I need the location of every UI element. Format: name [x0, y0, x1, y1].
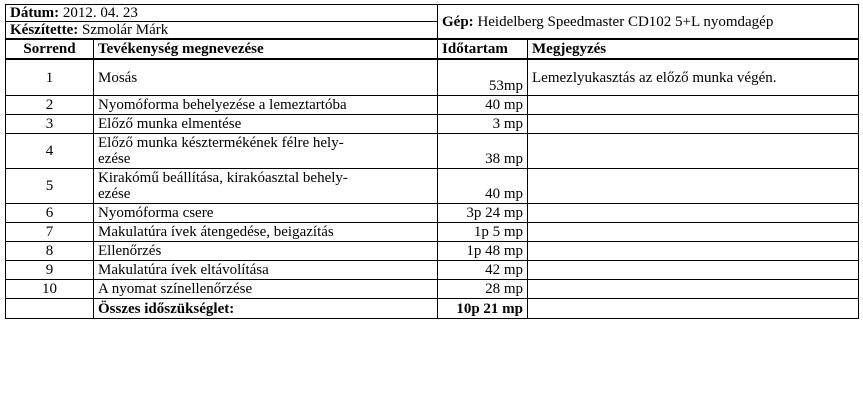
row-note	[528, 261, 859, 280]
row-duration: 53mp	[438, 59, 528, 96]
row-activity: Nyomóforma csere	[94, 204, 438, 223]
row-note	[528, 134, 859, 169]
row-activity-line1: Kirakómű beállítása, kirakóasztal behely-	[98, 170, 348, 186]
row-seq: 6	[6, 204, 94, 223]
total-label: Összes időszükséglet:	[94, 299, 438, 319]
row-activity: Makulatúra ívek átengedése, beigazítás	[94, 223, 438, 242]
row-duration: 1p 5 mp	[438, 223, 528, 242]
row-activity: Előző munka elmentése	[94, 115, 438, 134]
column-header-row	[6, 39, 859, 59]
row-seq: 10	[6, 280, 94, 299]
date-label: Dátum:	[10, 5, 60, 21]
total-note-empty	[528, 299, 859, 319]
table-row	[6, 204, 859, 223]
row-seq: 3	[6, 115, 94, 134]
table-row	[6, 96, 859, 115]
row-duration: 3p 24 mp	[438, 204, 528, 223]
row-seq: 9	[6, 261, 94, 280]
row-seq: 5	[6, 169, 94, 204]
row-seq: 7	[6, 223, 94, 242]
row-activity	[94, 169, 438, 204]
row-duration: 38 mp	[438, 134, 528, 169]
table-row	[6, 59, 859, 96]
total-row	[6, 299, 859, 319]
machine-cell	[438, 5, 859, 40]
row-seq: 4	[6, 134, 94, 169]
column-header-activity: Tevékenység megnevezése	[94, 39, 438, 59]
row-seq: 1	[6, 59, 94, 96]
row-duration: 40 mp	[438, 96, 528, 115]
row-note	[528, 204, 859, 223]
row-seq: 2	[6, 96, 94, 115]
row-duration: 42 mp	[438, 261, 528, 280]
date-cell	[6, 5, 438, 22]
row-activity-line2: ezése	[98, 151, 131, 167]
row-activity: Mosás	[94, 59, 438, 96]
machine-value: Heidelberg Speedmaster CD102 5+L nyomdagép	[477, 13, 774, 30]
header-row-date	[6, 5, 859, 22]
table-row	[6, 242, 859, 261]
row-note	[528, 96, 859, 115]
row-seq: 8	[6, 242, 94, 261]
row-activity: A nyomat színellenőrzése	[94, 280, 438, 299]
author-value: Szmolár Márk	[82, 22, 169, 38]
row-duration: 3 mp	[438, 115, 528, 134]
date-value: 2012. 04. 23	[62, 5, 138, 21]
column-header-duration: Időtartam	[438, 39, 528, 59]
row-note	[528, 280, 859, 299]
table-row	[6, 280, 859, 299]
author-cell	[6, 22, 438, 40]
row-duration: 28 mp	[438, 280, 528, 299]
table-row	[6, 115, 859, 134]
row-activity-line2: ezése	[98, 186, 131, 202]
row-note	[528, 223, 859, 242]
row-activity-line1: Előző munka késztermékének félre hely-	[98, 135, 344, 151]
column-header-seq: Sorrend	[6, 39, 94, 59]
author-label: Készítette:	[10, 22, 79, 38]
table-row	[6, 134, 859, 169]
row-note	[528, 115, 859, 134]
row-note	[528, 242, 859, 261]
row-activity: Makulatúra ívek eltávolítása	[94, 261, 438, 280]
row-duration: 1p 48 mp	[438, 242, 528, 261]
total-seq-empty	[6, 299, 94, 319]
table-row	[6, 169, 859, 204]
row-duration: 40 mp	[438, 169, 528, 204]
table-row	[6, 223, 859, 242]
machine-label: Gép:	[442, 13, 474, 30]
total-duration: 10p 21 mp	[438, 299, 528, 319]
table-row	[6, 261, 859, 280]
activity-sheet	[5, 4, 859, 319]
row-activity	[94, 134, 438, 169]
row-activity: Ellenőrzés	[94, 242, 438, 261]
row-note	[528, 169, 859, 204]
row-activity: Nyomóforma behelyezése a lemeztartóba	[94, 96, 438, 115]
row-note: Lemezlyukasztás az előző munka végén.	[528, 59, 859, 96]
column-header-note: Megjegyzés	[528, 39, 859, 59]
activity-table	[5, 4, 859, 319]
